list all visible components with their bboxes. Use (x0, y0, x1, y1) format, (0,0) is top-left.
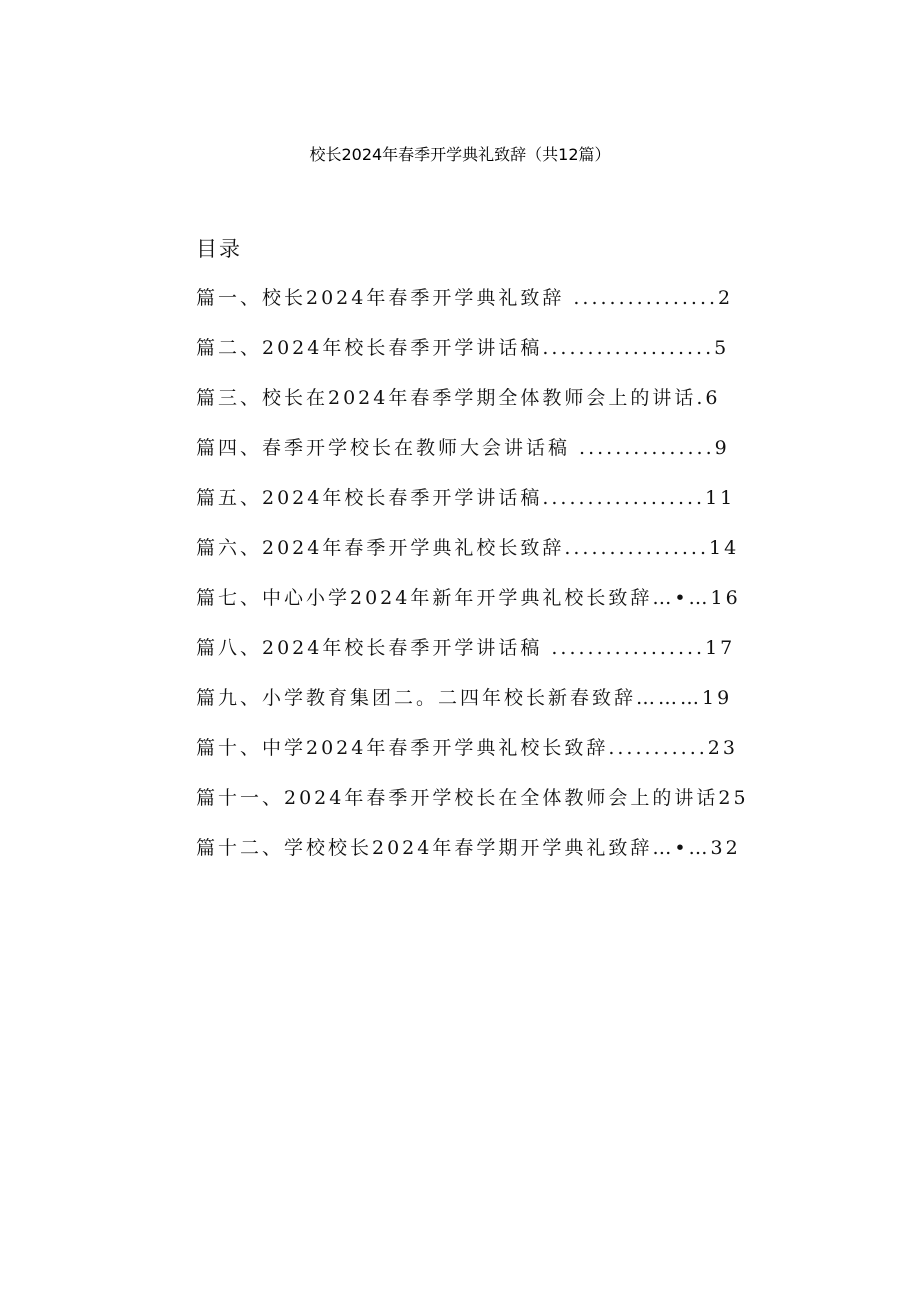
toc-entry: 篇六、2024年春季开学典礼校长致辞................14 (196, 537, 740, 559)
document-title: 校长2024年春季开学典礼致辞（共12篇） (309, 145, 611, 164)
toc-entry: 篇三、校长在2024年春季学期全体教师会上的讲话.6 (196, 387, 721, 409)
toc-entry: 篇二、2024年校长春季开学讲话稿...................5 (196, 337, 730, 359)
toc-heading: 目录 (196, 237, 242, 261)
toc-entry: 篇一、校长2024年春季开学典礼致辞 ................2 (196, 287, 734, 309)
toc-entry: 篇五、2024年校长春季开学讲话稿..................11 (196, 487, 736, 509)
toc-entry: 篇十一、2024年春季开学校长在全体教师会上的讲话25 (196, 787, 749, 809)
toc-entry: 篇十二、学校校长2024年春学期开学典礼致辞…•…32 (196, 837, 741, 859)
toc-entry: 篇七、中心小学2024年新年开学典礼校长致辞…•…16 (196, 587, 741, 609)
toc-entry: 篇十、中学2024年春季开学典礼校长致辞...........23 (196, 737, 738, 759)
toc-entry: 篇九、小学教育集团二。二四年校长新春致辞………19 (196, 687, 733, 709)
toc-entry: 篇四、春季开学校长在教师大会讲话稿 ...............9 (196, 437, 730, 459)
toc-entry: 篇八、2024年校长春季开学讲话稿 .................17 (196, 637, 736, 659)
